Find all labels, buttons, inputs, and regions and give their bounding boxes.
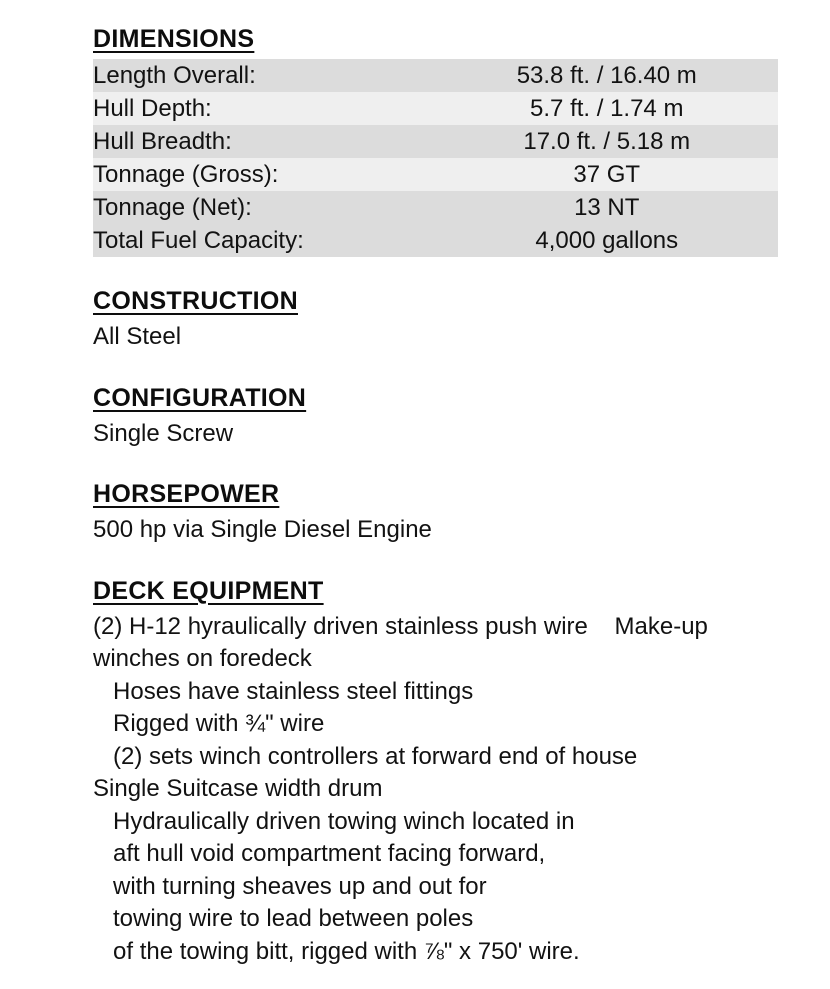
- section-horsepower: [93, 481, 778, 547]
- section-heading: CONSTRUCTION: [93, 287, 298, 315]
- spec-row: [93, 191, 778, 224]
- spec-label: Length Overall:: [93, 62, 256, 89]
- body-line: Single Suitcase width drum: [93, 775, 383, 802]
- section-heading: HORSEPOWER: [93, 480, 280, 508]
- body-line: (2) sets winch controllers at forward end of house: [93, 742, 638, 770]
- dimensions-heading: DIMENSIONS: [93, 25, 255, 53]
- spec-row: [93, 125, 778, 158]
- spec-label: Tonnage (Net):: [93, 194, 252, 221]
- section-construction: [93, 288, 778, 354]
- body-line: winches on foredeck: [93, 645, 312, 672]
- spec-value: 37 GT: [573, 161, 641, 188]
- body-line: (2) H-12 hyraulically driven stainless push wire Make-up: [93, 612, 708, 640]
- spec-label: Hull Breadth:: [93, 128, 232, 155]
- spec-row: [93, 158, 778, 191]
- section-deck-equipment: [93, 578, 778, 969]
- body-line: 500 hp via Single Diesel Engine: [93, 516, 432, 543]
- body-line: towing wire to lead between poles: [93, 905, 474, 932]
- body-line: Hydraulically driven towing winch located in: [93, 807, 575, 835]
- spec-value: 53.8 ft. / 16.40 m: [516, 62, 697, 89]
- dimensions-table: [93, 59, 778, 257]
- dimensions-table-body: [93, 59, 778, 257]
- spec-label: Hull Depth:: [93, 95, 212, 122]
- spec-value: 17.0 ft. / 5.18 m: [523, 128, 691, 155]
- spec-value: 13 NT: [574, 194, 640, 221]
- section-heading: DECK EQUIPMENT: [93, 576, 324, 605]
- body-line: Rigged with ¾" wire: [93, 710, 325, 737]
- section-heading: CONFIGURATION: [93, 383, 307, 412]
- sections-container: [93, 288, 778, 968]
- body-line: Single Screw: [93, 419, 234, 447]
- body-line: aft hull void compartment facing forward,: [93, 840, 546, 867]
- section-configuration: [93, 385, 778, 451]
- body-line: with turning sheaves up and out for: [93, 872, 487, 900]
- body-line: of the towing bitt, rigged with ⅞" x 750' wire.: [93, 937, 580, 965]
- spec-row: [93, 92, 778, 125]
- spec-label: Tonnage (Gross):: [93, 161, 279, 188]
- spec-label: Total Fuel Capacity:: [93, 227, 304, 254]
- section-dimensions: [93, 26, 778, 257]
- spec-row: [93, 224, 778, 257]
- body-line: Hoses have stainless steel fittings: [93, 677, 474, 705]
- spec-value: 4,000 gallons: [535, 227, 679, 254]
- spec-value: 5.7 ft. / 1.74 m: [530, 95, 684, 122]
- body-line: All Steel: [93, 323, 182, 350]
- spec-row: [93, 59, 778, 92]
